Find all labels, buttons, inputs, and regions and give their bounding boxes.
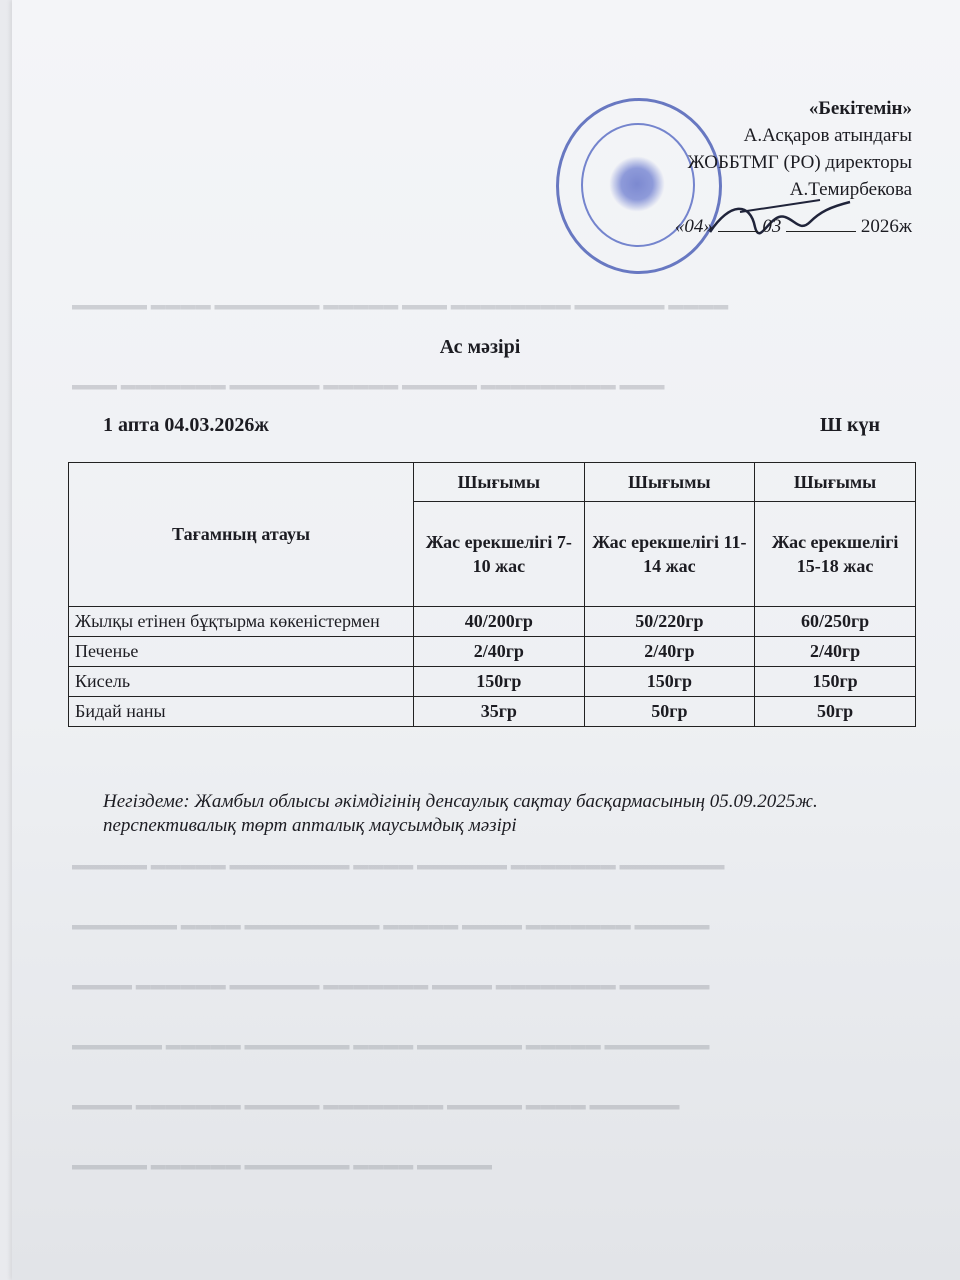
age-group-15-18: Жас ерекшелігі 15-18 жас (755, 502, 916, 607)
table-row (69, 637, 916, 667)
dish-name: Жылқы етінен бұқтырма көкеністермен (69, 607, 414, 637)
weekday: Ш күн (820, 414, 881, 436)
portion-value: 35гр (414, 697, 585, 727)
portion-value: 2/40гр (584, 637, 755, 667)
paper-sheet: ▬▬▬▬▬ ▬▬▬▬ ▬▬▬▬▬▬▬ ▬▬▬▬▬ ▬▬▬ ▬▬▬▬▬▬▬▬ ▬▬▬▬▬▬ ▬▬▬▬ ▬▬▬ ▬▬▬▬▬▬▬ ▬▬▬▬▬▬ ▬▬▬▬▬ ▬▬▬▬▬ ▬▬▬▬▬▬▬▬▬ ▬▬▬ ▬▬▬▬▬ ▬▬▬▬▬ ▬▬▬▬▬▬▬▬ ▬▬▬▬ ▬▬▬▬▬▬ ▬▬▬▬▬▬▬ ▬▬▬▬▬▬▬ ▬▬▬▬▬▬▬ ▬▬▬▬ ▬▬▬▬▬▬▬▬▬ ▬▬▬▬▬ ▬▬▬▬ ▬▬▬▬▬▬▬ ▬▬▬▬▬ ▬▬▬▬ ▬▬▬▬▬▬ ▬▬▬▬▬▬ ▬▬▬▬▬▬▬ ▬▬▬▬ ▬▬▬▬▬▬▬▬ ▬▬▬▬▬▬ ▬▬▬▬▬▬ ▬▬▬▬▬ ▬▬▬▬▬▬▬ ▬▬▬▬ ▬▬▬▬▬▬▬ ▬▬▬▬▬ ▬▬▬▬▬▬▬ ▬▬▬▬ ▬▬▬▬▬▬▬ ▬▬▬▬▬ ▬▬▬▬▬▬▬▬ ▬▬▬▬▬ ▬▬▬▬ ▬▬▬▬▬▬ ▬▬▬▬▬ ▬▬▬▬▬▬ ▬▬▬▬▬▬▬ ▬▬▬▬ ▬▬▬▬▬ (12, 0, 960, 1280)
portion-value: 150гр (755, 667, 916, 697)
portion-value: 2/40гр (755, 637, 916, 667)
document-title: Ас мәзірі (439, 336, 521, 358)
header-yield: Шығымы (584, 463, 755, 502)
portion-value: 150гр (584, 667, 755, 697)
approval-director-name: А.Темирбекова (789, 179, 912, 200)
approval-date (582, 213, 912, 240)
table-header-row (69, 463, 916, 502)
approval-year: 2026ж (860, 216, 912, 237)
portion-value: 40/200гр (414, 607, 585, 637)
menu-table (68, 462, 916, 727)
week-date: 1 апта 04.03.2026ж (103, 414, 269, 436)
portion-value: 60/250гр (755, 607, 916, 637)
dish-name: Кисель (69, 667, 414, 697)
approval-position: ЖОББТМГ (РО) директоры (687, 152, 912, 173)
portion-value: 50гр (584, 697, 755, 727)
portion-value: 50гр (755, 697, 916, 727)
approval-day: «04» (674, 216, 713, 237)
portion-value: 50/220гр (584, 607, 755, 637)
table-row (69, 607, 916, 637)
header-dish-name: Тағамның атауы (69, 463, 414, 607)
approval-month: 03 (762, 216, 782, 237)
portion-value: 150гр (414, 667, 585, 697)
header-yield: Шығымы (414, 463, 585, 502)
dish-name: Печенье (69, 637, 414, 667)
approval-block (582, 95, 912, 240)
age-group-7-10: Жас ерекшелігі 7-10 жас (414, 502, 585, 607)
approval-heading: «Бекітемін» (808, 98, 912, 119)
portion-value: 2/40гр (414, 637, 585, 667)
basis-note: Негіздеме: Жамбыл облысы әкімдігінің денсаулық сақтау басқармасының 05.09.2025ж. перспективалық төрт апталық маусымдық мәзірі (103, 791, 818, 836)
header-yield: Шығымы (755, 463, 916, 502)
dish-name: Бидай наны (69, 697, 414, 727)
table-row (69, 697, 916, 727)
approval-school-name: А.Асқаров атындағы (743, 125, 912, 146)
age-group-11-14: Жас ерекшелігі 11-14 жас (584, 502, 755, 607)
table-row (69, 667, 916, 697)
